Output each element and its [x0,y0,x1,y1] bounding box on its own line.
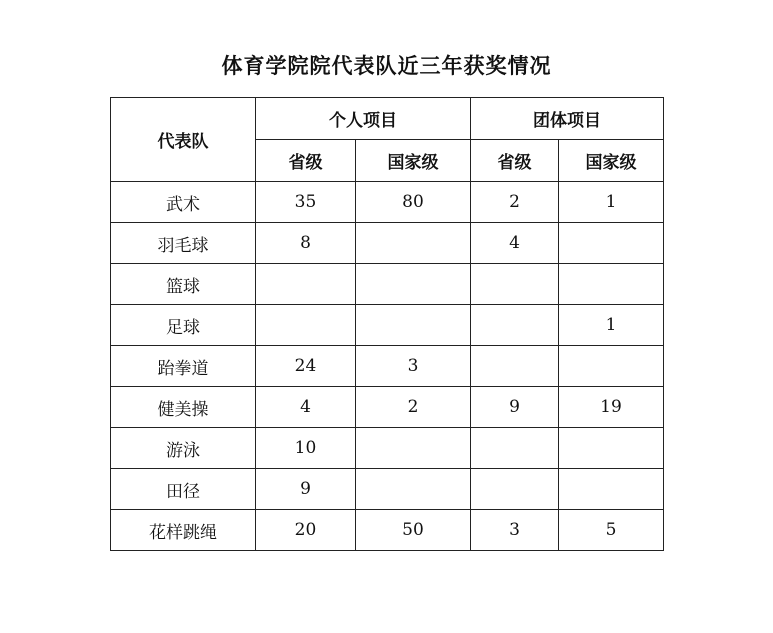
team-provincial-cell: 9 [471,387,559,428]
individual-provincial-cell: 4 [256,387,356,428]
individual-provincial-cell: 10 [256,428,356,469]
individual-national-cell [356,305,471,346]
team-provincial-header: 省级 [471,140,559,182]
table-row [111,264,664,305]
table-row [111,428,664,469]
individual-events-header: 个人项目 [256,98,471,140]
team-name-cell: 武术 [111,182,256,223]
awards-table [110,97,664,551]
team-national-cell: 5 [559,510,664,551]
individual-national-cell [356,264,471,305]
team-name-cell: 花样跳绳 [111,510,256,551]
team-name-cell: 篮球 [111,264,256,305]
table-row [111,469,664,510]
team-column-header: 代表队 [111,98,256,182]
individual-provincial-header: 省级 [256,140,356,182]
individual-national-cell: 3 [356,346,471,387]
individual-provincial-cell: 35 [256,182,356,223]
individual-provincial-cell [256,305,356,346]
team-provincial-cell: 3 [471,510,559,551]
team-name-cell: 足球 [111,305,256,346]
table-row [111,305,664,346]
team-name-cell: 羽毛球 [111,223,256,264]
team-national-cell [559,469,664,510]
team-national-cell [559,264,664,305]
individual-provincial-cell: 24 [256,346,356,387]
team-national-cell: 1 [559,305,664,346]
team-name-cell: 跆拳道 [111,346,256,387]
table-row [111,346,664,387]
individual-national-cell [356,223,471,264]
individual-provincial-cell: 20 [256,510,356,551]
table-row [111,223,664,264]
team-national-header: 国家级 [559,140,664,182]
individual-national-cell [356,428,471,469]
table-row [111,387,664,428]
table-row [111,510,664,551]
team-provincial-cell [471,469,559,510]
team-national-cell [559,223,664,264]
team-provincial-cell: 4 [471,223,559,264]
page-title: 体育学院院代表队近三年获奖情况 [221,54,552,78]
team-name-cell: 田径 [111,469,256,510]
team-national-cell [559,346,664,387]
individual-national-cell [356,469,471,510]
table-row [111,182,664,223]
team-provincial-cell [471,305,559,346]
individual-national-header: 国家级 [356,140,471,182]
team-provincial-cell [471,428,559,469]
individual-provincial-cell: 8 [256,223,356,264]
individual-national-cell: 2 [356,387,471,428]
team-national-cell: 1 [559,182,664,223]
individual-provincial-cell: 9 [256,469,356,510]
team-provincial-cell: 2 [471,182,559,223]
header-row-groups [111,98,664,140]
team-national-cell: 19 [559,387,664,428]
team-name-cell: 健美操 [111,387,256,428]
individual-provincial-cell [256,264,356,305]
team-provincial-cell [471,346,559,387]
team-name-cell: 游泳 [111,428,256,469]
team-events-header: 团体项目 [471,98,664,140]
individual-national-cell: 50 [356,510,471,551]
individual-national-cell: 80 [356,182,471,223]
team-provincial-cell [471,264,559,305]
team-national-cell [559,428,664,469]
table-body [111,182,664,551]
